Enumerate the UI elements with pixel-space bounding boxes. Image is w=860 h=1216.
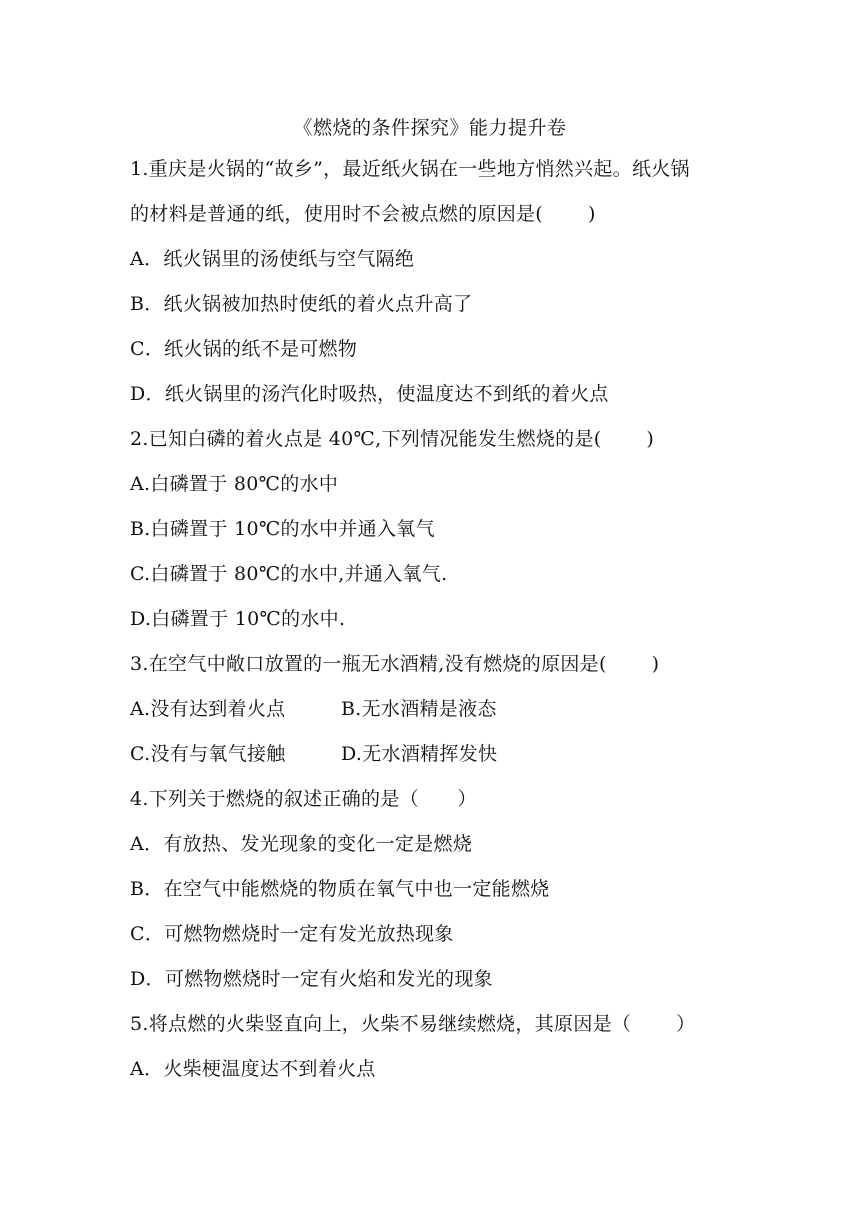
question-4-option-b: B．在空气中能燃烧的物质在氧气中也一定能燃烧 [130, 878, 550, 900]
question-3-option-d: D.无水酒精挥发快 [341, 743, 498, 765]
question-3 [130, 650, 740, 785]
question-1-option-d: D．纸火锅里的汤汽化时吸热，使温度达不到纸的着火点 [130, 383, 609, 405]
question-list [130, 155, 740, 1100]
question-2-stem: 2.已知白磷的着火点是 40℃,下列情况能发生燃烧的是( ) [130, 428, 655, 450]
question-3-option-a: A.没有达到着火点 [130, 698, 286, 720]
question-1-option-c: C．纸火锅的纸不是可燃物 [130, 338, 358, 360]
question-2 [130, 425, 740, 650]
question-5 [130, 1010, 740, 1100]
question-1-option-b: B．纸火锅被加热时使纸的着火点升高了 [130, 293, 473, 315]
question-5-option-a: A．火柴梗温度达不到着火点 [130, 1058, 376, 1080]
question-4 [130, 785, 740, 1010]
question-1-stem-line-2: 的材料是普通的纸，使用时不会被点燃的原因是( ) [130, 203, 596, 225]
question-4-option-d: D．可燃物燃烧时一定有火焰和发光的现象 [130, 968, 493, 990]
question-1 [130, 155, 740, 425]
document-title: 《燃烧的条件探究》能力提升卷 [293, 117, 567, 139]
question-3-option-b: B.无水酒精是液态 [341, 698, 497, 720]
question-2-option-d: D.白磷置于 10℃的水中. [130, 608, 346, 630]
question-2-option-a: A.白磷置于 80℃的水中 [130, 473, 339, 495]
question-4-stem: 4.下列关于燃烧的叙述正确的是（ ） [130, 788, 477, 810]
question-3-option-row-2 [130, 740, 740, 785]
question-3-option-row-1 [130, 695, 740, 740]
question-1-option-a: A．纸火锅里的汤使纸与空气隔绝 [130, 248, 415, 270]
question-3-option-c: C.没有与氧气接触 [130, 743, 286, 765]
question-1-stem-line-1: 1.重庆是火锅的“故乡”，最近纸火锅在一些地方悄然兴起。纸火锅 [130, 158, 690, 180]
question-4-option-c: C．可燃物燃烧时一定有发光放热现象 [130, 923, 454, 945]
question-5-stem: 5.将点燃的火柴竖直向上，火柴不易继续燃烧，其原因是（ ） [130, 1013, 696, 1035]
question-2-option-b: B.白磷置于 10℃的水中并通入氧气 [130, 518, 435, 540]
question-4-option-a: A．有放热、发光现象的变化一定是燃烧 [130, 833, 473, 855]
question-3-stem: 3.在空气中敞口放置的一瓶无水酒精,没有燃烧的原因是( ) [130, 653, 660, 675]
question-2-option-c: C.白磷置于 80℃的水中,并通入氧气. [130, 563, 448, 585]
